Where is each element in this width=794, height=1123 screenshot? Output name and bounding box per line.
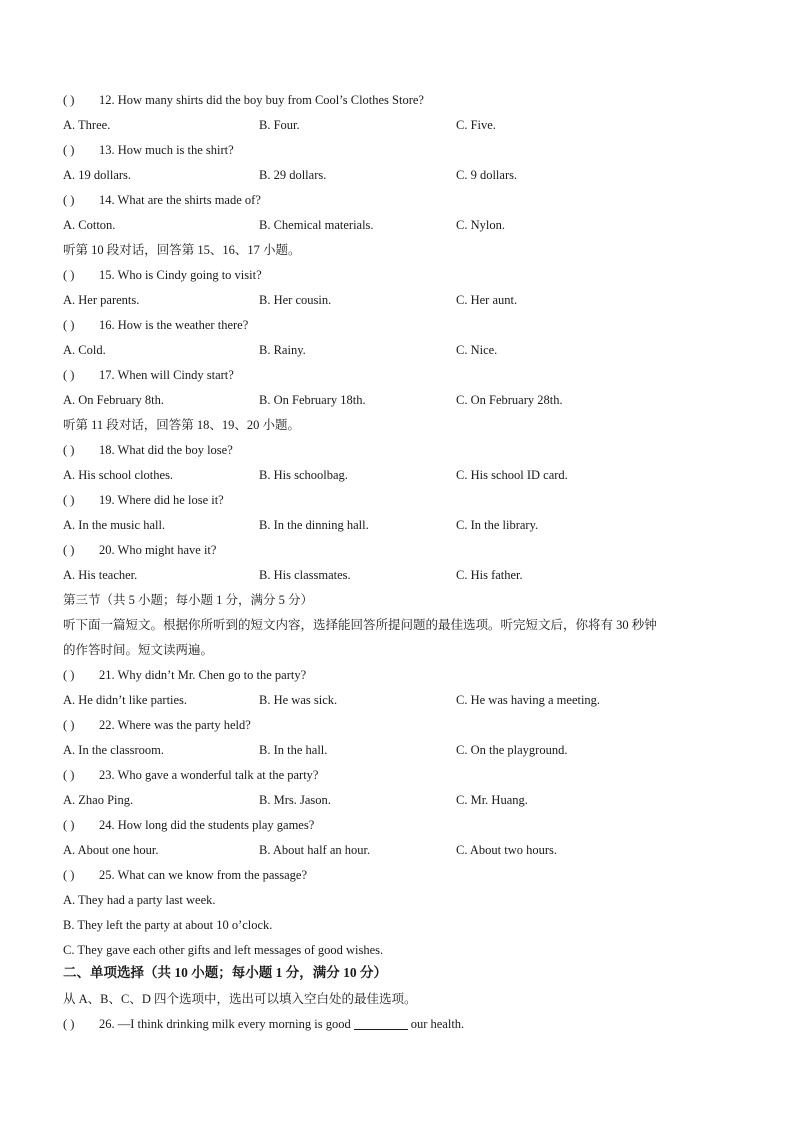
option-a: A. Cotton. <box>63 218 116 232</box>
option-c: C. Mr. Huang. <box>456 793 528 807</box>
answer-paren: ( ) <box>63 193 75 207</box>
option-c: C. 9 dollars. <box>456 168 518 182</box>
option-a: A. His teacher. <box>63 568 138 582</box>
option-b: B. In the hall. <box>259 743 328 757</box>
answer-paren: ( ) <box>63 368 75 382</box>
question-19 <box>63 492 224 508</box>
option-a: A. 19 dollars. <box>63 168 132 182</box>
section-3-instruction-line-1: 听下面一篇短文。根据你所听到的短文内容，选择能回答所提问题的最佳选项。听完短文后，你将有 30 秒钟 <box>63 618 657 632</box>
option-a: A. Her parents. <box>63 293 140 307</box>
section-3-instruction-line-2: 的作答时间。短文读两遍。 <box>63 643 214 657</box>
question-text: 18. What did the boy lose? <box>99 443 233 457</box>
question-text: 19. Where did he lose it? <box>99 493 224 507</box>
option-a: A. Zhao Ping. <box>63 793 134 807</box>
question-text-after-blank: our health. <box>410 1017 465 1031</box>
answer-paren: ( ) <box>63 318 75 332</box>
question-18 <box>63 442 233 458</box>
option-c: C. Nice. <box>456 343 498 357</box>
question-21 <box>63 667 306 683</box>
option-c: C. Five. <box>456 118 496 132</box>
question-26 <box>63 1016 464 1032</box>
question-text: 23. Who gave a wonderful talk at the party? <box>99 768 319 782</box>
question-16 <box>63 317 248 333</box>
question-text: 14. What are the shirts made of? <box>99 193 261 207</box>
option-b: B. His schoolbag. <box>259 468 348 482</box>
option-b: B. Her cousin. <box>259 293 332 307</box>
option-b: B. About half an hour. <box>259 843 371 857</box>
answer-blank <box>354 1017 408 1030</box>
answer-paren: ( ) <box>63 93 75 107</box>
answer-paren: ( ) <box>63 718 75 732</box>
question-text: 17. When will Cindy start? <box>99 368 234 382</box>
option-b: B. Rainy. <box>259 343 306 357</box>
question-12 <box>63 92 424 108</box>
answer-paren: ( ) <box>63 443 75 457</box>
answer-paren: ( ) <box>63 818 75 832</box>
question-text: 15. Who is Cindy going to visit? <box>99 268 262 282</box>
question-text-before-blank: 26. —I think drinking milk every morning is good <box>99 1017 351 1031</box>
section-3-title: 第三节（共 5 小题；每小题 1 分，满分 5 分） <box>63 593 314 607</box>
answer-paren: ( ) <box>63 268 75 282</box>
option-c: C. His father. <box>456 568 523 582</box>
question-text: 22. Where was the party held? <box>99 718 251 732</box>
option-b: B. Chemical materials. <box>259 218 374 232</box>
option-b: B. On February 18th. <box>259 393 366 407</box>
option-c: C. About two hours. <box>456 843 558 857</box>
option-a: A. About one hour. <box>63 843 159 857</box>
option-a: A. Three. <box>63 118 111 132</box>
option-c: C. On February 28th. <box>456 393 563 407</box>
option-b: B. They left the party at about 10 o’clock. <box>63 918 273 932</box>
question-13 <box>63 142 234 158</box>
option-c: C. Her aunt. <box>456 293 518 307</box>
question-22 <box>63 717 251 733</box>
option-a: A. He didn’t like parties. <box>63 693 188 707</box>
question-23 <box>63 767 318 783</box>
option-b: B. His classmates. <box>259 568 351 582</box>
answer-paren: ( ) <box>63 868 75 882</box>
answer-paren: ( ) <box>63 543 75 557</box>
answer-paren: ( ) <box>63 493 75 507</box>
option-b: B. Mrs. Jason. <box>259 793 331 807</box>
question-text: 25. What can we know from the passage? <box>99 868 308 882</box>
question-text: 20. Who might have it? <box>99 543 217 557</box>
part-2-title: 二、单项选择（共 10 小题；每小题 1 分，满分 10 分） <box>63 965 387 980</box>
option-a: A. Cold. <box>63 343 106 357</box>
question-24 <box>63 817 314 833</box>
question-20 <box>63 542 216 558</box>
answer-paren: ( ) <box>63 1017 75 1031</box>
option-a: A. In the music hall. <box>63 518 166 532</box>
option-a: A. His school clothes. <box>63 468 174 482</box>
question-14 <box>63 192 261 208</box>
option-c: C. His school ID card. <box>456 468 568 482</box>
question-text: 16. How is the weather there? <box>99 318 249 332</box>
option-a: A. In the classroom. <box>63 743 165 757</box>
option-b: B. He was sick. <box>259 693 338 707</box>
question-text: 21. Why didn’t Mr. Chen go to the party? <box>99 668 307 682</box>
question-15 <box>63 267 262 283</box>
answer-paren: ( ) <box>63 668 75 682</box>
question-text: 24. How long did the students play games? <box>99 818 315 832</box>
option-b: B. Four. <box>259 118 300 132</box>
option-a: A. On February 8th. <box>63 393 165 407</box>
option-c: C. In the library. <box>456 518 539 532</box>
dialog-10-instruction: 听第 10 段对话，回答第 15、16、17 小题。 <box>63 243 301 257</box>
question-text: 13. How much is the shirt? <box>99 143 234 157</box>
answer-paren: ( ) <box>63 143 75 157</box>
option-c: C. He was having a meeting. <box>456 693 601 707</box>
option-b: B. 29 dollars. <box>259 168 327 182</box>
question-17 <box>63 367 234 383</box>
option-b: B. In the dinning hall. <box>259 518 369 532</box>
option-c: C. Nylon. <box>456 218 505 232</box>
part-2-instruction: 从 A、B、C、D 四个选项中，选出可以填入空白处的最佳选项。 <box>63 992 417 1006</box>
question-25 <box>63 867 307 883</box>
answer-paren: ( ) <box>63 768 75 782</box>
option-c: C. On the playground. <box>456 743 568 757</box>
question-text: 12. How many shirts did the boy buy from Cool’s Clothes Store? <box>99 93 424 107</box>
dialog-11-instruction: 听第 11 段对话，回答第 18、19、20 小题。 <box>63 418 301 432</box>
option-c: C. They gave each other gifts and left messages of good wishes. <box>63 943 384 957</box>
option-a: A. They had a party last week. <box>63 893 216 907</box>
